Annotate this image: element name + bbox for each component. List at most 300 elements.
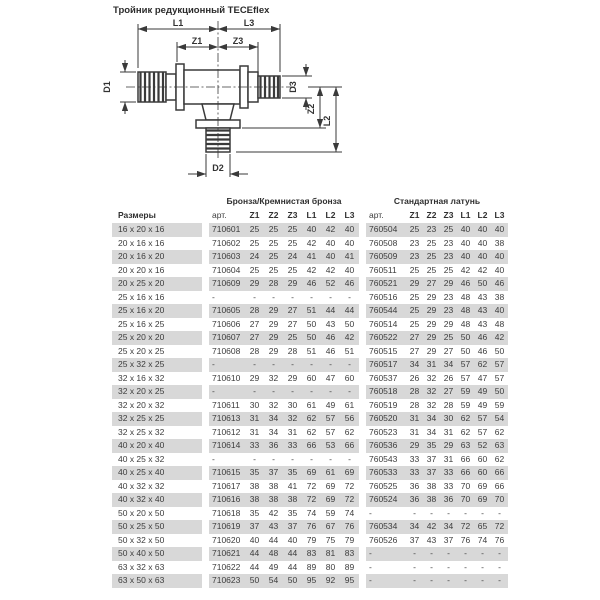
- bronze-value-L1: 76: [302, 520, 321, 534]
- bronze-art-cell: 710616: [209, 493, 245, 507]
- brass-value-Z2: 34: [426, 426, 437, 437]
- gap: [202, 426, 209, 440]
- size-cell: 20 x 25 x 20: [112, 277, 202, 291]
- brass-art-cell: 760509: [366, 250, 406, 264]
- brass-value-L2: 69: [477, 480, 488, 491]
- gap: [359, 237, 366, 251]
- bronze-value-L2: 57: [325, 426, 336, 437]
- bronze-value-Z3: 30: [287, 399, 298, 410]
- bronze-value-Z3: 35: [287, 507, 298, 518]
- brass-value-L1: 48: [460, 318, 471, 329]
- bronze-value-Z3: 25: [287, 237, 298, 248]
- bronze-art-cell: 710621: [209, 547, 245, 561]
- brass-value-L2: 46: [477, 345, 488, 356]
- bronze-value-L3: -: [348, 291, 351, 302]
- bronze-value-Z3: 40: [287, 534, 298, 545]
- bronze-value-L2: -: [329, 453, 332, 464]
- bronze-value-L1: -: [302, 358, 321, 372]
- size-cell: 20 x 16 x 20: [112, 250, 202, 264]
- bronze-value-Z2: 38: [268, 480, 279, 491]
- brass-art-cell: 760511: [369, 264, 397, 275]
- bronze-value-L3: 72: [340, 493, 359, 507]
- brass-value-L3: 42: [491, 331, 508, 345]
- brass-value-L1: -: [464, 507, 467, 518]
- brass-value-L1: 57: [457, 358, 474, 372]
- col-header-brass-Z2: Z2: [426, 210, 437, 220]
- bronze-value-L3: 72: [344, 480, 355, 491]
- brass-value-L1: 66: [457, 466, 474, 480]
- bronze-value-L3: 74: [344, 507, 355, 518]
- bronze-value-L3: 56: [340, 412, 359, 426]
- bronze-value-Z2: 38: [264, 493, 283, 507]
- bronze-value-Z1: 30: [249, 399, 260, 410]
- bronze-value-Z1: 37: [245, 520, 264, 534]
- brass-value-Z2: 35: [423, 439, 440, 453]
- brass-value-L2: 57: [474, 412, 491, 426]
- brass-value-Z1: 36: [406, 493, 423, 507]
- bronze-value-L1: 41: [302, 250, 321, 264]
- brass-value-L3: 70: [491, 493, 508, 507]
- gap: [202, 399, 209, 413]
- brass-value-L3: 63: [491, 439, 508, 453]
- bronze-value-L3: 83: [340, 547, 359, 561]
- bronze-value-L2: 42: [325, 264, 336, 275]
- gap: [202, 439, 209, 453]
- bronze-value-Z3: 44: [287, 561, 298, 572]
- brass-value-L3: 38: [494, 291, 505, 302]
- brass-value-Z2: -: [430, 507, 433, 518]
- bronze-value-L2: 57: [321, 412, 340, 426]
- bronze-value-Z2: 29: [264, 304, 283, 318]
- brass-value-Z1: 28: [409, 399, 420, 410]
- bronze-value-L3: 41: [340, 250, 359, 264]
- brass-value-L1: 76: [460, 534, 471, 545]
- brass-value-Z1: 31: [409, 426, 420, 437]
- brass-value-Z2: 32: [423, 385, 440, 399]
- bronze-art-cell: 710602: [212, 237, 241, 248]
- brass-art-cell: 760523: [369, 426, 398, 437]
- brass-art-cell: 760519: [369, 399, 398, 410]
- brass-value-L3: 48: [494, 318, 505, 329]
- bronze-art-cell: 710614: [209, 439, 245, 453]
- bronze-value-L2: 61: [321, 466, 340, 480]
- brass-value-L2: 62: [474, 358, 491, 372]
- brass-value-L2: 43: [477, 291, 488, 302]
- size-cell: 50 x 40 x 50: [112, 547, 202, 561]
- bronze-value-L1: 40: [302, 223, 321, 237]
- bronze-value-L1: 89: [306, 561, 317, 572]
- bronze-value-Z2: 36: [264, 439, 283, 453]
- bronze-value-L2: 49: [325, 399, 336, 410]
- brass-art-cell: 760537: [369, 372, 398, 383]
- bronze-value-Z2: 44: [268, 534, 279, 545]
- col-header-brass-L3: L3: [494, 210, 505, 220]
- gap: [202, 574, 209, 588]
- col-header-brass-L1: L1: [460, 210, 471, 220]
- brass-value-L2: 40: [477, 237, 488, 248]
- brass-value-L1: -: [457, 574, 474, 588]
- bronze-value-Z1: 44: [245, 547, 264, 561]
- bronze-value-Z3: 50: [283, 574, 302, 588]
- col-header-brass-Z1: Z1: [409, 210, 420, 220]
- brass-art-cell: 760522: [366, 331, 406, 345]
- brass-value-L3: 46: [491, 277, 508, 291]
- bronze-value-L1: 66: [302, 439, 321, 453]
- gap: [202, 304, 209, 318]
- size-cell: 50 x 25 x 50: [112, 520, 202, 534]
- brass-value-Z3: 29: [443, 318, 454, 329]
- bronze-value-Z3: -: [291, 453, 294, 464]
- page-title: Тройник редукционный TECEflex: [113, 5, 270, 16]
- bronze-value-L3: 46: [340, 277, 359, 291]
- brass-value-L2: 49: [474, 385, 491, 399]
- bronze-value-L3: -: [348, 453, 351, 464]
- bronze-art-cell: -: [209, 385, 245, 399]
- bronze-art-cell: -: [212, 291, 215, 302]
- group-header-bronze: Бронза/Кремнистая бронза: [226, 196, 342, 206]
- brass-value-L3: 50: [491, 385, 508, 399]
- bronze-value-Z1: 29: [249, 372, 260, 383]
- brass-value-L3: 57: [494, 372, 505, 383]
- bronze-value-L1: 50: [306, 318, 317, 329]
- gap: [202, 331, 209, 345]
- gap: [359, 372, 366, 386]
- bronze-art-cell: 710620: [212, 534, 241, 545]
- bronze-value-Z1: -: [245, 385, 264, 399]
- col-header-bronze-L2: L2: [325, 210, 336, 220]
- bronze-value-Z3: -: [283, 385, 302, 399]
- bronze-value-Z3: 25: [283, 223, 302, 237]
- brass-art-cell: 760536: [366, 439, 406, 453]
- bronze-value-Z2: -: [264, 358, 283, 372]
- bronze-value-L3: 89: [344, 561, 355, 572]
- brass-value-L1: -: [457, 547, 474, 561]
- bronze-value-L1: 51: [306, 345, 317, 356]
- brass-value-Z2: 32: [426, 399, 437, 410]
- bronze-art-cell: 710611: [212, 399, 240, 410]
- size-cell: 25 x 16 x 20: [112, 304, 202, 318]
- brass-value-L2: -: [474, 574, 491, 588]
- bronze-art-cell: 710609: [209, 277, 245, 291]
- bronze-value-L2: 69: [325, 480, 336, 491]
- bronze-value-Z2: -: [272, 291, 275, 302]
- brass-value-Z1: 25: [409, 264, 420, 275]
- brass-value-L3: -: [498, 507, 501, 518]
- gap: [202, 345, 209, 359]
- brass-value-L1: 59: [457, 385, 474, 399]
- gap: [359, 223, 366, 237]
- brass-value-L1: 50: [457, 331, 474, 345]
- gap: [359, 426, 366, 440]
- bronze-value-Z1: 38: [249, 480, 260, 491]
- bronze-value-L1: 72: [302, 493, 321, 507]
- size-cell: 63 x 50 x 63: [112, 574, 202, 588]
- bronze-value-Z3: 29: [283, 277, 302, 291]
- bronze-value-L2: 75: [325, 534, 336, 545]
- col-header-size: Размеры: [118, 210, 156, 220]
- brass-value-L1: 48: [460, 291, 471, 302]
- brass-value-L2: -: [481, 507, 484, 518]
- bronze-value-Z1: 35: [249, 507, 260, 518]
- bronze-value-Z3: 41: [287, 480, 298, 491]
- bronze-value-Z1: 28: [245, 304, 264, 318]
- bronze-value-Z2: 25: [268, 264, 279, 275]
- bronze-value-Z1: 50: [245, 574, 264, 588]
- gap: [202, 208, 209, 223]
- brass-value-Z1: 31: [406, 412, 423, 426]
- dim-label-L2: L2: [322, 115, 332, 127]
- gap: [359, 493, 366, 507]
- brass-value-Z1: 26: [409, 372, 420, 383]
- brass-value-Z1: 29: [406, 277, 423, 291]
- bronze-value-Z1: 40: [249, 534, 260, 545]
- bronze-value-Z1: 25: [249, 264, 260, 275]
- gap: [202, 372, 209, 386]
- gap: [359, 574, 366, 588]
- bronze-value-Z3: 25: [283, 331, 302, 345]
- brass-value-Z1: 23: [409, 237, 420, 248]
- bronze-value-L2: -: [321, 385, 340, 399]
- bronze-value-L2: 80: [325, 561, 336, 572]
- gap: [359, 439, 366, 453]
- bronze-value-Z2: 42: [268, 507, 279, 518]
- brass-value-Z3: -: [447, 561, 450, 572]
- group-header-row: [112, 195, 508, 208]
- brass-value-Z3: 28: [443, 399, 454, 410]
- table-body: [112, 223, 508, 588]
- bronze-value-L3: 50: [344, 318, 355, 329]
- bronze-art-cell: 710608: [212, 345, 241, 356]
- bronze-value-L2: 40: [321, 250, 340, 264]
- bronze-value-Z1: -: [253, 291, 256, 302]
- bronze-value-Z1: 27: [249, 318, 260, 329]
- brass-value-L3: 40: [491, 250, 508, 264]
- brass-value-Z2: 25: [423, 250, 440, 264]
- bronze-value-Z3: 38: [283, 493, 302, 507]
- brass-value-Z3: 29: [440, 439, 457, 453]
- brass-value-Z3: 34: [440, 520, 457, 534]
- brass-value-L3: -: [491, 547, 508, 561]
- gap: [359, 507, 366, 521]
- brass-value-L1: 59: [460, 399, 471, 410]
- brass-value-Z3: -: [440, 574, 457, 588]
- brass-value-L2: 69: [474, 493, 491, 507]
- bronze-value-Z2: 25: [264, 223, 283, 237]
- brass-value-Z3: 37: [443, 534, 454, 545]
- bronze-value-Z2: 28: [264, 277, 283, 291]
- size-cell: 32 x 20 x 25: [112, 385, 202, 399]
- brass-art-cell: 760516: [369, 291, 398, 302]
- col-header-brass-L2: L2: [477, 210, 488, 220]
- brass-value-L2: 40: [474, 223, 491, 237]
- brass-value-Z3: 25: [443, 264, 454, 275]
- brass-art-cell: 760520: [366, 412, 406, 426]
- bronze-value-L3: 66: [340, 439, 359, 453]
- bronze-value-L3: 79: [344, 534, 355, 545]
- size-cell: 32 x 20 x 32: [118, 399, 165, 410]
- brass-value-Z2: 27: [423, 277, 440, 291]
- bronze-art-cell: 710612: [212, 426, 241, 437]
- group-header-brass: Стандартная латунь: [393, 196, 481, 206]
- brass-art-cell: -: [366, 547, 406, 561]
- brass-value-Z1: 25: [406, 304, 423, 318]
- brass-art-cell: 760525: [369, 480, 398, 491]
- bronze-value-L3: 40: [344, 237, 355, 248]
- bronze-value-L1: -: [310, 453, 313, 464]
- brass-value-L2: 60: [477, 453, 488, 464]
- brass-value-Z3: 23: [443, 291, 454, 302]
- brass-value-L1: 70: [457, 493, 474, 507]
- bronze-value-L1: 62: [302, 412, 321, 426]
- gap: [359, 534, 366, 548]
- brass-value-Z2: -: [423, 574, 440, 588]
- bronze-value-Z3: 27: [287, 318, 298, 329]
- bronze-value-Z3: 35: [283, 466, 302, 480]
- bronze-value-Z3: 44: [283, 547, 302, 561]
- brass-value-L2: 60: [474, 466, 491, 480]
- gap: [202, 493, 209, 507]
- col-header-bronze-L1: L1: [306, 210, 317, 220]
- bronze-value-Z2: 37: [264, 466, 283, 480]
- brass-value-Z3: -: [440, 547, 457, 561]
- dim-label-Z1: Z1: [191, 36, 203, 46]
- brass-value-Z2: 42: [423, 520, 440, 534]
- gap: [202, 453, 209, 467]
- brass-value-Z2: 43: [426, 534, 437, 545]
- brass-value-L3: 40: [494, 264, 505, 275]
- gap: [359, 480, 366, 494]
- bronze-value-L2: 47: [325, 372, 336, 383]
- brass-value-Z3: 31: [443, 453, 454, 464]
- brass-value-Z1: 27: [409, 345, 420, 356]
- brass-value-Z2: 37: [426, 453, 437, 464]
- col-header-art-bronze: арт.: [212, 210, 227, 220]
- bronze-value-L3: 40: [344, 264, 355, 275]
- bronze-value-Z3: 28: [287, 345, 298, 356]
- col-header-bronze-Z3: Z3: [287, 210, 298, 220]
- gap: [202, 561, 209, 575]
- gap: [202, 291, 209, 305]
- gap: [359, 358, 366, 372]
- brass-value-Z3: 33: [443, 480, 454, 491]
- gap: [359, 331, 366, 345]
- bronze-art-cell: -: [209, 358, 245, 372]
- gap: [202, 534, 209, 548]
- brass-value-Z1: 34: [406, 520, 423, 534]
- size-cell: 40 x 20 x 40: [112, 439, 202, 453]
- bronze-value-Z2: 29: [268, 345, 279, 356]
- brass-value-L2: -: [481, 561, 484, 572]
- gap: [202, 466, 209, 480]
- brass-value-L3: -: [498, 561, 501, 572]
- brass-value-L1: 62: [457, 412, 474, 426]
- bronze-value-Z1: -: [245, 358, 264, 372]
- bronze-value-Z3: -: [291, 291, 294, 302]
- column-header-row: [112, 208, 508, 223]
- brass-value-Z1: 25: [406, 223, 423, 237]
- bronze-value-L1: 83: [302, 547, 321, 561]
- size-cell: 40 x 32 x 40: [112, 493, 202, 507]
- bronze-value-L2: 81: [321, 547, 340, 561]
- brass-value-Z1: 23: [406, 250, 423, 264]
- gap: [359, 277, 366, 291]
- brass-value-Z3: 36: [440, 493, 457, 507]
- bronze-art-cell: 710601: [209, 223, 245, 237]
- brass-value-Z2: 29: [423, 304, 440, 318]
- bronze-art-cell: 710607: [209, 331, 245, 345]
- brass-value-L3: 66: [494, 480, 505, 491]
- bronze-value-L1: 95: [302, 574, 321, 588]
- gap: [202, 547, 209, 561]
- bronze-value-Z2: 32: [268, 372, 279, 383]
- bronze-value-Z2: -: [272, 453, 275, 464]
- bronze-value-L3: 42: [340, 331, 359, 345]
- bronze-value-Z3: 29: [287, 372, 298, 383]
- brass-value-L1: 70: [460, 480, 471, 491]
- brass-value-L1: 66: [460, 453, 471, 464]
- bronze-value-L3: 60: [344, 372, 355, 383]
- col-header-art-brass: арт.: [369, 210, 384, 220]
- brass-value-Z1: 25: [409, 318, 420, 329]
- brass-value-Z1: 25: [409, 291, 420, 302]
- gap: [202, 223, 209, 237]
- dim-label-Z3: Z3: [232, 36, 244, 46]
- brass-art-cell: 760515: [369, 345, 398, 356]
- brass-value-L1: 40: [460, 237, 471, 248]
- size-cell: 25 x 20 x 20: [112, 331, 202, 345]
- gap: [202, 318, 209, 332]
- gap: [202, 237, 209, 251]
- bronze-value-L3: 51: [344, 345, 355, 356]
- bronze-value-Z3: 27: [283, 304, 302, 318]
- brass-value-Z1: -: [406, 574, 423, 588]
- brass-value-L2: 49: [477, 399, 488, 410]
- brass-value-Z1: 33: [409, 453, 420, 464]
- bronze-value-Z2: 34: [268, 426, 279, 437]
- bronze-value-L1: -: [310, 291, 313, 302]
- brass-value-L2: 42: [477, 264, 488, 275]
- brass-value-Z2: 29: [426, 291, 437, 302]
- size-cell: 50 x 32 x 50: [118, 534, 165, 545]
- brass-value-L2: 40: [474, 250, 491, 264]
- bronze-value-Z1: 33: [245, 439, 264, 453]
- brass-value-L1: 62: [460, 426, 471, 437]
- brass-value-Z3: 30: [440, 412, 457, 426]
- brass-value-L1: 40: [457, 223, 474, 237]
- bronze-value-L2: -: [321, 358, 340, 372]
- size-cell: 32 x 25 x 32: [118, 426, 165, 437]
- bronze-value-Z3: 24: [283, 250, 302, 264]
- bronze-value-L1: 60: [306, 372, 317, 383]
- bronze-value-Z2: 25: [264, 250, 283, 264]
- brass-art-cell: 760526: [369, 534, 398, 545]
- dim-label-D1: D1: [102, 81, 112, 93]
- gap: [359, 318, 366, 332]
- gap: [359, 453, 366, 467]
- bronze-value-L2: 69: [321, 493, 340, 507]
- dim-label-Z2: Z2: [306, 103, 316, 115]
- bronze-value-Z1: 31: [249, 426, 260, 437]
- col-header-bronze-L3: L3: [344, 210, 355, 220]
- brass-value-Z1: -: [413, 507, 416, 518]
- brass-art-cell: 760508: [369, 237, 398, 248]
- brass-value-L3: 76: [494, 534, 505, 545]
- brass-value-L3: 62: [494, 453, 505, 464]
- bronze-value-L1: 69: [302, 466, 321, 480]
- brass-art-cell: 760534: [366, 520, 406, 534]
- brass-value-L3: 50: [494, 345, 505, 356]
- brass-art-cell: 760544: [366, 304, 406, 318]
